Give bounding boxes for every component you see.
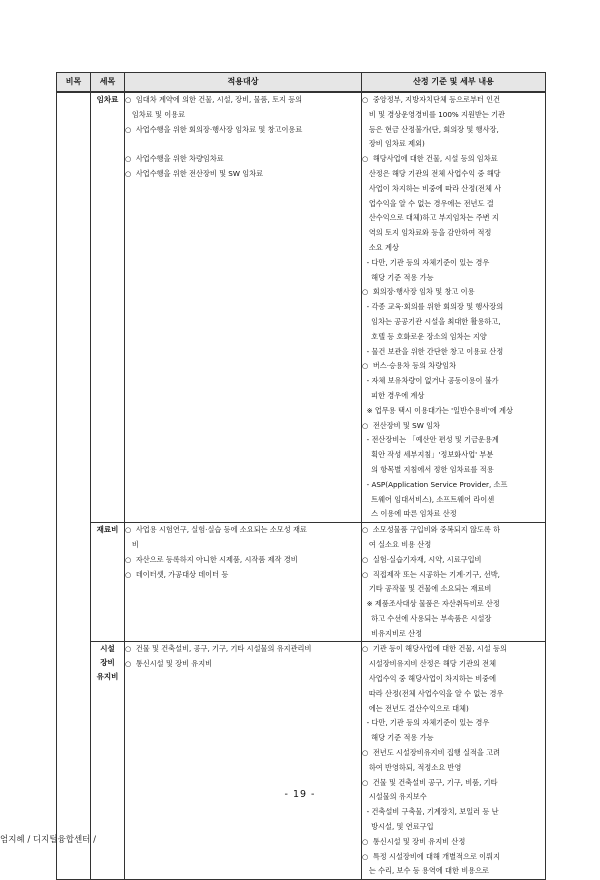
text-line: 임차료 및 이용료 (125, 109, 186, 119)
text-line: ○ 특정 시설장비에 대해 개별적으로 이뤄지 (362, 851, 501, 861)
text-line: ○ 자산으로 등록하지 아니한 시제품, 시작품 제작 경비 (125, 554, 298, 564)
text-line: 역의 토지 임차료와 등을 감안하여 적정 (362, 228, 492, 238)
footer-text: 엄지혜 / 디지털융합센터 / (0, 835, 96, 845)
text-line: 장비 임차료 제외) (362, 139, 425, 149)
text-line: ○ 기관 등이 해당사업에 대한 건물, 시설 등의 (362, 644, 507, 654)
text-line (125, 137, 361, 152)
text-line: 비 및 경상운영경비를 100% 지원받는 기관 (362, 109, 505, 119)
target-cell (125, 523, 362, 642)
text-line: 따라 산정(전체 사업수익을 알 수 없는 경우 (362, 688, 504, 698)
target-cell (125, 92, 362, 523)
text-line: 사업이 차지하는 비중에 따라 산정(전체 사 (362, 183, 502, 193)
target-cell (125, 642, 362, 880)
text-line: 사업수익 중 해당사업이 차지하는 비중에 (362, 674, 497, 684)
text-line: ○ 데이터셋, 가공대상 데이터 등 (125, 569, 229, 579)
text-line: ○ 전년도 시설장비유지비 집행 실적을 고려 (362, 748, 501, 758)
semok-label: 임차료 (96, 95, 119, 104)
text-line: 스 이용에 따른 임차료 산정 (362, 509, 457, 519)
text-line: ○ 소모성물품 구입비와 중복되지 않도록 하 (362, 525, 501, 535)
text-line: 트웨어 임대서비스), 소프트웨어 라이센 (362, 494, 495, 504)
header-semok: 세목 (91, 73, 125, 93)
text-line: - ASP(Application Service Provider, 소프 (362, 479, 508, 489)
table-row (57, 523, 546, 642)
text-line: ○ 중앙정부, 지방자치단체 등으로부터 인건 (362, 95, 501, 104)
table-header-row (57, 73, 546, 93)
text-line: 비유지비로 산정 (362, 628, 423, 638)
text-line: - 전산장비는 「예산안 편성 및 기금운용계 (362, 435, 499, 445)
text-line: ○ 전산장비 및 SW 임차 (362, 420, 440, 430)
text-line: ○ 사업수행을 위한 전산장비 및 SW 임차료 (125, 168, 264, 178)
text-line: ○ 사업용 시험연구, 실험·실습 등에 소요되는 소모성 재료 (125, 525, 307, 535)
text-line: 는 수리, 보수 등 용역에 대한 비용으로 (362, 866, 489, 876)
text-line: ○ 건물 및 건축설비, 공구, 기구, 기타 시설물의 유지관리비 (125, 644, 312, 654)
text-line: 획안 작성 세부지침」'정보화사업' 부분 (362, 450, 494, 460)
text-line: ○ 버스·승용차 등의 차량임차 (362, 361, 457, 371)
text-line: 하고 수선에 사용되는 부속품은 시설장 (362, 613, 492, 623)
criteria-cell (362, 642, 546, 880)
table-row (57, 642, 546, 880)
text-line: ○ 사업수행을 위한 회의장·행사장 임차료 및 창고이용료 (125, 124, 303, 134)
header-criteria: 산정 기준 및 세부 내용 (362, 73, 546, 93)
text-line: ○ 직접제작 또는 시공하는 기계·기구, 선박, (362, 569, 500, 579)
semok-label: 유지비 (96, 672, 119, 682)
text-line: 산정은 해당 기관의 전체 사업수익 중 해당 (362, 168, 501, 178)
text-line: - 각종 교육·회의를 위한 회의장 및 행사장의 (362, 302, 504, 312)
text-line: ○ 해당사업에 대한 건물, 시설 등의 임차료 (362, 154, 498, 164)
bimok-cell (57, 92, 91, 880)
text-line: ○ 건물 및 건축설비 공구, 기구, 비품, 기타 (362, 777, 498, 787)
text-line: 에는 전년도 결산수익으로 대체) (362, 703, 469, 713)
text-line: 등은 현금 산정불가(단, 회의장 및 행사장, (362, 124, 499, 134)
budget-criteria-table (56, 72, 546, 880)
text-line: 시설물의 유지보수 (362, 792, 427, 802)
text-line: 업수익을 알 수 없는 경우에는 전년도 결 (362, 198, 494, 208)
text-line: 소요 계상 (362, 242, 399, 252)
semok-label: 시설 (100, 644, 115, 654)
semok-label: 재료비 (96, 525, 119, 535)
text-line: 시설장비유지비 산정은 해당 기관의 전체 (362, 659, 497, 669)
page-number: - 19 - (284, 789, 316, 800)
text-line: 임차는 공공기관 시설을 최대한 활용하고, (362, 316, 501, 326)
text-line: - 자체 보유차량이 없거나 공동이용이 불가 (362, 376, 499, 386)
text-line: ※ 제품조사대상 물품은 자산취득비로 산정 (362, 599, 500, 609)
text-line: 해당 기준 적용 가능 (362, 733, 434, 743)
text-line: ○ 회의장·행사장 임차 및 창고 이용 (362, 287, 475, 297)
semok-label: 장비 (100, 658, 115, 668)
table-row (57, 92, 546, 523)
text-line: 기타 공작물 및 건물에 소요되는 재료비 (362, 584, 492, 594)
text-line: - 건축설비 구축물, 기계장치, 보일러 등 난 (362, 807, 499, 817)
text-line: 산수익으로 대체)하고 부지임차는 주변 지 (362, 213, 499, 223)
text-line: 하여 반영하되, 적정소요 반영 (362, 762, 462, 772)
text-line: ○ 사업수행을 위한 차량임차료 (125, 154, 224, 164)
header-bimok: 비목 (57, 73, 91, 93)
text-line: ○ 통신시설 및 장비 유지비 산정 (362, 836, 466, 846)
text-line: 호텔 등 호화로운 장소의 임차는 지양 (362, 331, 487, 341)
header-target: 적용대상 (125, 73, 362, 93)
text-line: 피한 경우에 계상 (362, 390, 425, 400)
text-line: ○ 실험·실습기자재, 시약, 시료구입비 (362, 554, 482, 564)
text-line: ○ 통신시설 및 장비 유지비 (125, 659, 213, 669)
semok-cell (91, 92, 125, 523)
text-line: 해당 기준 적용 가능 (362, 272, 434, 282)
text-line: 방시설, 및 연료구입 (362, 822, 434, 832)
text-line: - 물건 보관을 위한 간단한 창고 이용료 산정 (362, 346, 504, 356)
text-line: - 다만, 기관 등의 자체기준이 있는 경우 (362, 718, 490, 728)
semok-cell (91, 523, 125, 642)
text-line: 비 (125, 539, 139, 549)
text-line: 의 항목별 지침에서 정한 임차료를 적용 (362, 464, 494, 474)
criteria-cell (362, 92, 546, 523)
text-line: - 다만, 기관 등의 자체기준이 있는 경우 (362, 257, 490, 267)
text-line: 여 실소요 비용 산정 (362, 539, 432, 549)
criteria-cell (362, 523, 546, 642)
text-line: ※ 업무용 택시 이용대가는 '일반수용비'에 계상 (362, 405, 513, 415)
text-line: ○ 임대차 계약에 의한 건물, 시설, 장비, 물품, 토지 등의 (125, 95, 303, 104)
